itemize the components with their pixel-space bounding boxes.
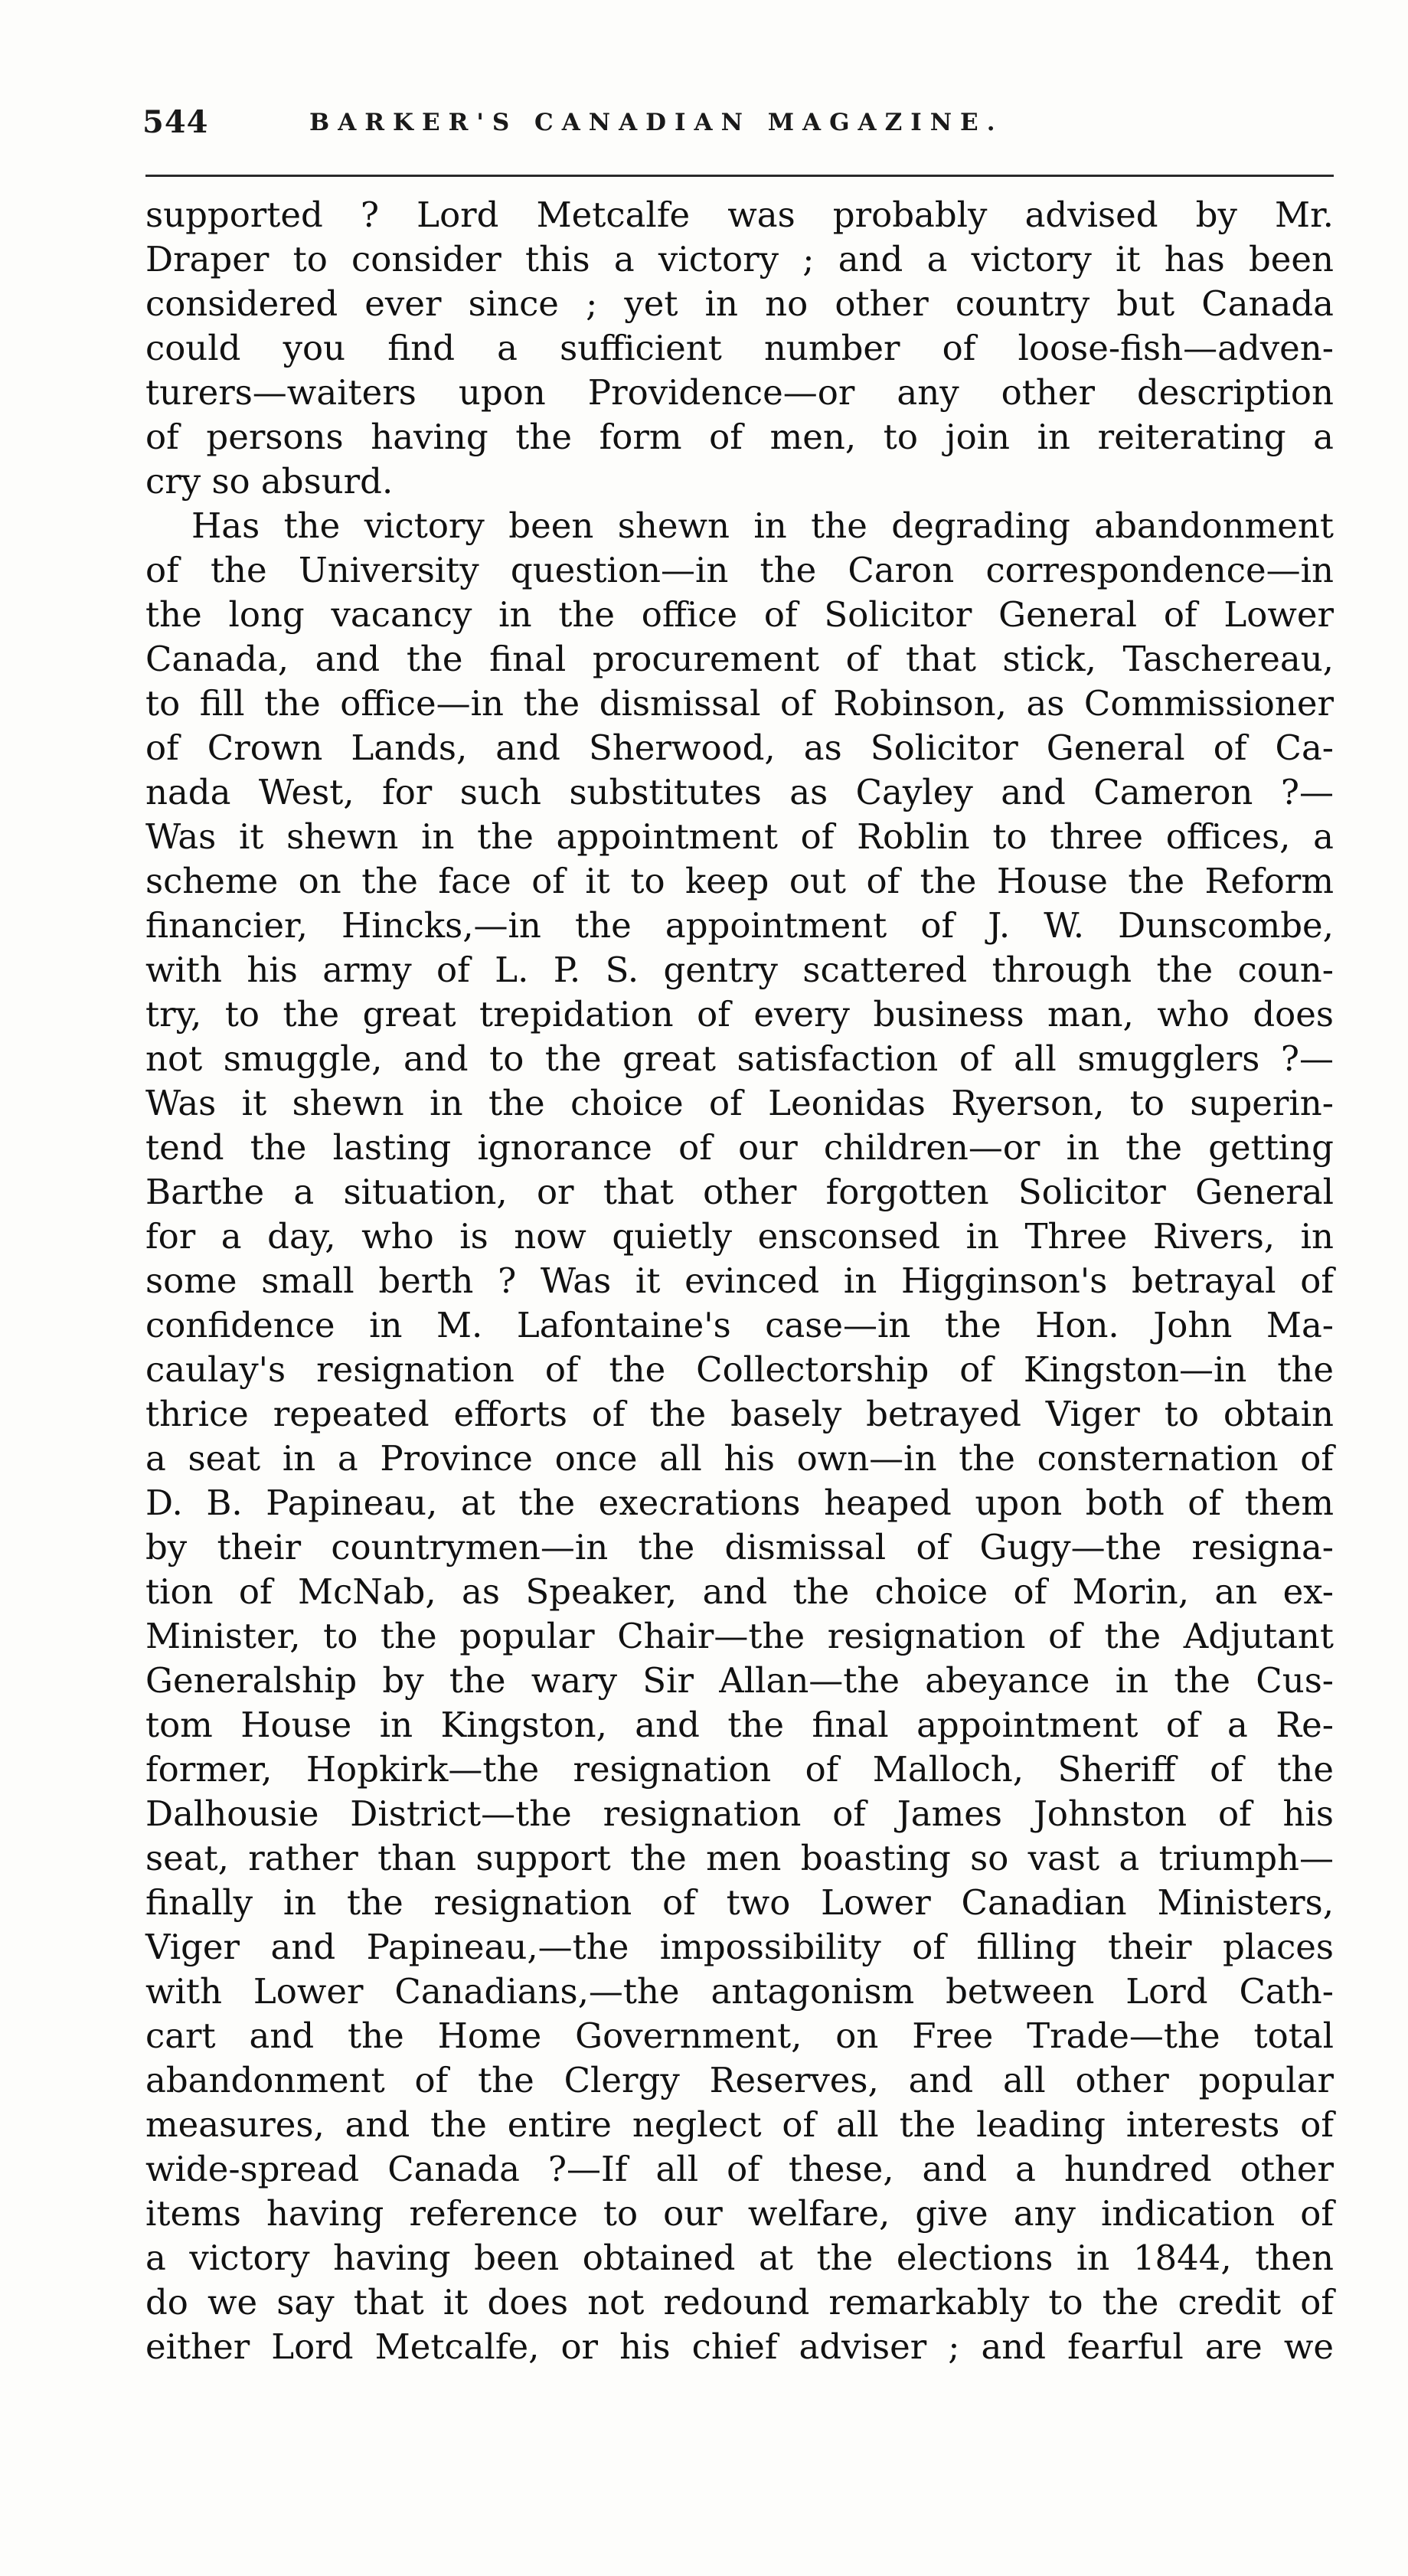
text-line: Barthe a situation, or that other forgotten Solicitor General <box>145 1172 1334 1212</box>
text-line: Canada, and the final procurement of that stick, Taschereau, <box>145 639 1334 679</box>
text-line: some small berth ? Was it evinced in Higginson's betrayal of <box>145 1260 1334 1301</box>
text-line: items having reference to our welfare, give any indication of <box>145 2193 1334 2234</box>
text-line: either Lord Metcalfe, or his chief adviser ; and fearful are we <box>145 2326 1334 2367</box>
text-line: of Crown Lands, and Sherwood, as Solicitor General of Ca- <box>145 727 1334 768</box>
text-line: with Lower Canadians,—the antagonism between Lord Cath- <box>145 1971 1334 2012</box>
text-line: Was it shewn in the appointment of Roblin to three offices, a <box>145 816 1334 857</box>
text-line: of the University question—in the Caron correspondence—in <box>145 550 1334 590</box>
running-head <box>142 98 1337 147</box>
header-rule <box>145 175 1334 177</box>
text-line: finally in the resignation of two Lower Canadian Ministers, <box>145 1882 1334 1923</box>
text-line: former, Hopkirk—the resignation of Malloch, Sheriff of the <box>145 1749 1334 1790</box>
text-line: could you find a sufficient number of loose-fish—adven- <box>145 328 1334 368</box>
text-line: a seat in a Province once all his own—in the consternation of <box>145 1438 1334 1479</box>
text-line: try, to the great trepidation of every business man, who does <box>145 994 1334 1035</box>
text-line: considered ever since ; yet in no other country but Canada <box>145 283 1334 324</box>
text-line: financier, Hincks,—in the appointment of J. W. Dunscombe, <box>145 905 1334 946</box>
text-line: cry so absurd. <box>145 461 394 502</box>
text-line: with his army of L. P. S. gentry scattered through the coun- <box>145 950 1334 990</box>
text-line: supported ? Lord Metcalfe was probably advised by Mr. <box>145 195 1334 235</box>
text-line: to fill the office—in the dismissal of Robinson, as Commissioner <box>145 683 1334 724</box>
text-line: turers—waiters upon Providence—or any other description <box>145 372 1334 413</box>
text-line: seat, rather than support the men boasting so vast a triumph— <box>145 1838 1334 1878</box>
text-line: wide-spread Canada ?—If all of these, and a hundred other <box>145 2149 1334 2189</box>
text-line: caulay's resignation of the Collectorship of Kingston—in the <box>145 1349 1334 1390</box>
text-line: Minister, to the popular Chair—the resignation of the Adjutant <box>145 1616 1334 1656</box>
text-line: the long vacancy in the office of Solicitor General of Lower <box>145 594 1334 635</box>
body-text <box>145 193 1334 2369</box>
text-line: tion of McNab, as Speaker, and the choice of Morin, an ex- <box>145 1571 1334 1612</box>
text-line: by their countrymen—in the dismissal of Gugy—the resigna- <box>145 1527 1334 1568</box>
text-line: Viger and Papineau,—the impossibility of filling their places <box>145 1927 1334 1967</box>
text-line: measures, and the entire neglect of all the leading interests of <box>145 2104 1334 2145</box>
text-line: for a day, who is now quietly ensconsed in Three Rivers, in <box>145 1216 1334 1257</box>
running-title: BARKER'S CANADIAN MAGAZINE. <box>309 109 1004 136</box>
text-line: cart and the Home Government, on Free Trade—the total <box>145 2015 1334 2056</box>
text-line: confidence in M. Lafontaine's case—in the Hon. John Ma- <box>145 1305 1334 1345</box>
text-line: abandonment of the Clergy Reserves, and all other popular <box>145 2060 1334 2100</box>
text-line: scheme on the face of it to keep out of the House the Reform <box>145 861 1334 901</box>
text-line: tom House in Kingston, and the final appointment of a Re- <box>145 1705 1334 1745</box>
text-line: not smuggle, and to the great satisfaction of all smugglers ?— <box>145 1038 1334 1079</box>
text-line: nada West, for such substitutes as Cayley and Cameron ?— <box>145 772 1334 812</box>
text-line: Has the victory been shewn in the degrading abandonment <box>191 505 1334 546</box>
text-line: Dalhousie District—the resignation of James Johnston of his <box>145 1793 1334 1834</box>
text-line: Was it shewn in the choice of Leonidas Ryerson, to superin- <box>145 1083 1334 1123</box>
page-number: 544 <box>142 104 209 140</box>
text-line: of persons having the form of men, to join in reiterating a <box>145 417 1334 457</box>
text-line: D. B. Papineau, at the execrations heaped upon both of them <box>145 1483 1334 1523</box>
text-line: do we say that it does not redound remarkably to the credit of <box>145 2282 1334 2323</box>
text-line: Generalship by the wary Sir Allan—the abeyance in the Cus- <box>145 1660 1334 1701</box>
text-line: a victory having been obtained at the elections in 1844, then <box>145 2238 1334 2278</box>
text-line: thrice repeated efforts of the basely betrayed Viger to obtain <box>145 1394 1334 1434</box>
text-line: Draper to consider this a victory ; and a victory it has been <box>145 239 1334 280</box>
text-line: tend the lasting ignorance of our children—or in the getting <box>145 1127 1334 1168</box>
